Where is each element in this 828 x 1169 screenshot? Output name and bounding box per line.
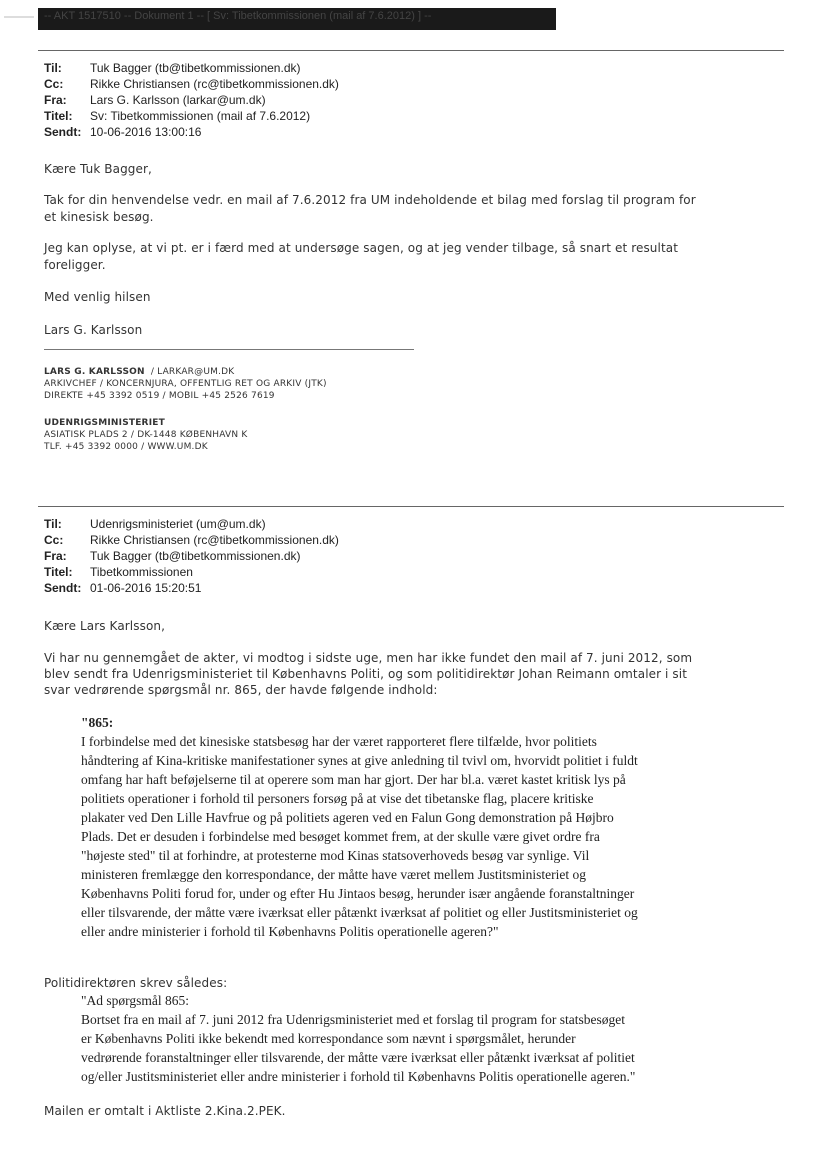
signature-org <box>44 417 165 429</box>
subject-value: Tibetkommissionen <box>90 565 193 579</box>
quote-line: Københavns Politi forud for, under og efter Hu Jintaos besøg, herunder især angående foranstaltninger <box>81 886 635 901</box>
quote-line: eller andre ministerier i forhold til Københavns Politis operationelle ageren?" <box>81 924 499 939</box>
quote-line: plakater ved Den Lille Havfrue og på politiets ageren ved en Falun Gong demonstration på Højbro <box>81 810 614 825</box>
quote-line: ministeren fremlægge den korrespondance, der måtte have været mellem Justitsministeriet og <box>81 867 586 882</box>
signature-separator: / <box>147 367 158 377</box>
email1-closing: Med venlig hilsen <box>44 290 151 304</box>
email1-greeting: Kære Tuk Bagger, <box>44 162 152 176</box>
from-label: Fra: <box>44 93 67 107</box>
email-divider <box>38 506 784 507</box>
to-label: Til: <box>44 61 62 75</box>
email2-paragraph1-line1: Vi har nu gennemgået de akter, vi modtog i sidste uge, men har ikke fundet den mail af 7. juni 2012, som <box>44 651 693 665</box>
subject-value: Sv: Tibetkommissionen (mail af 7.6.2012) <box>90 109 311 123</box>
signature-address: ASIATISK PLADS 2 / DK-1448 KØBENHAVN K <box>44 430 248 440</box>
email1-paragraph1-line1: Tak for din henvendelse vedr. en mail af 7.6.2012 fra UM indeholdende et bilag med forslag til program for <box>44 193 696 207</box>
police-reply-line: vedrørende foranstaltninger eller tilsvarende, der måtte være iværksat eller påtænkt iværksat af politiet <box>81 1050 635 1065</box>
email1-paragraph2-line2: foreligger. <box>44 258 106 272</box>
email2-greeting: Kære Lars Karlsson, <box>44 619 166 633</box>
email2-paragraph1-line3: svar vedrørende spørgsmål nr. 865, der havde følgende indhold: <box>44 683 438 697</box>
quote-line: håndtering af Kina-kritiske manifestationer synes at give anledning til tvivl om, hvorvidt politiet i fuldt <box>81 753 638 768</box>
email2-paragraph1-line2: blev sendt fra Udenrigsministeriet til Københavns Politi, og som politidirektør Johan Reimann omtaler i sit <box>44 667 687 681</box>
signature-web-link[interactable]: WWW.UM.DK <box>147 442 208 452</box>
sent-label: Sendt: <box>44 581 82 595</box>
quote-line: politiets operationer i forhold til personers forsøg på at vise det tibetanske flag, placere kritiske <box>81 791 594 806</box>
signature-email-link[interactable]: LARKAR@UM.DK <box>157 367 235 377</box>
to-value: Udenrigsministeriet (um@um.dk) <box>90 517 266 531</box>
police-reply-line: Bortset fra en mail af 7. juni 2012 fra Udenrigsministeriet med et forslag til program for statsbesøget <box>81 1012 625 1027</box>
police-reply-line: er Københavns Politi ikke bekendt med korrespondance som nævnt i spørgsmålet, herunder <box>81 1031 576 1046</box>
from-label: Fra: <box>44 549 67 563</box>
sent-value: 01-06-2016 15:20:51 <box>90 581 202 595</box>
cc-label: Cc: <box>44 533 64 547</box>
cc-value: Rikke Christiansen (rc@tibetkommissionen.dk) <box>90 77 339 91</box>
document-header-bar <box>38 8 556 30</box>
document-header-text: -- AKT 1517510 -- Dokument 1 -- [ Sv: Tibetkommissionen (mail af 7.6.2012) ] -- <box>44 10 432 22</box>
quote-line: eller tilsvarende, der måtte være iværksat eller påtænkt iværksat af politiet og eller Justitsministeriet og <box>81 905 638 920</box>
scan-mark <box>4 16 34 18</box>
signature-name-row <box>44 366 234 378</box>
quote-line: I forbindelse med det kinesiske statsbesøg har der været rapporteret flere tilfælde, hvor politiets <box>81 734 597 749</box>
signature-tlf: TLF. +45 3392 0000 / <box>44 442 145 452</box>
police-reply-heading: "Ad spørgsmål 865: <box>81 993 190 1008</box>
header-divider <box>38 50 784 51</box>
from-value: Lars G. Karlsson (larkar@um.dk) <box>90 93 266 107</box>
email1-paragraph2-line1: Jeg kan oplyse, at vi pt. er i færd med at undersøge sagen, og at jeg vender tilbage, så snart et resultat <box>44 241 679 255</box>
to-label: Til: <box>44 517 62 531</box>
sent-value: 10-06-2016 13:00:16 <box>90 125 202 139</box>
signature-title: ARKIVCHEF / KONCERNJURA, OFFENTLIG RET OG ARKIV (JTK) <box>44 379 327 389</box>
to-value: Tuk Bagger (tb@tibetkommissionen.dk) <box>90 61 301 75</box>
email1-paragraph1-line2: et kinesisk besøg. <box>44 210 154 224</box>
police-reply-line: og/eller Justitsministeriet eller andre ministerier i forhold til Københavns Politis operationelle ageren." <box>81 1069 636 1084</box>
subject-label: Titel: <box>44 109 73 123</box>
subject-label: Titel: <box>44 565 73 579</box>
footer-note: Mailen er omtalt i Aktliste 2.Kina.2.PEK. <box>44 1104 286 1118</box>
email1-signoff-name: Lars G. Karlsson <box>44 323 143 337</box>
police-director-intro: Politidirektøren skrev således: <box>44 976 228 990</box>
sent-label: Sendt: <box>44 125 82 139</box>
signature-divider <box>44 349 414 350</box>
signature-tlf-row <box>44 441 208 453</box>
from-value: Tuk Bagger (tb@tibetkommissionen.dk) <box>90 549 301 563</box>
cc-label: Cc: <box>44 77 64 91</box>
quote-heading: "865: <box>81 715 114 730</box>
quote-line: Plads. Det er desuden i forbindelse med besøget kommet frem, at der skulle være givet ordre fra <box>81 829 600 844</box>
quote-line: omfang har haft beføjelserne til at operere som man har gjort. Der har bl.a. været kastet kritisk lys på <box>81 772 626 787</box>
cc-value: Rikke Christiansen (rc@tibetkommissionen.dk) <box>90 533 339 547</box>
signature-name: LARS G. KARLSSON <box>44 367 145 377</box>
signature-phones: DIREKTE +45 3392 0519 / MOBIL +45 2526 7619 <box>44 391 275 401</box>
quote-line: "højeste sted" til at forhindre, at protesterne mod Kinas statsoverhoveds besøg var synlige. Vil <box>81 848 590 863</box>
signature-org-name: UDENRIGSMINISTERIET <box>44 418 165 428</box>
